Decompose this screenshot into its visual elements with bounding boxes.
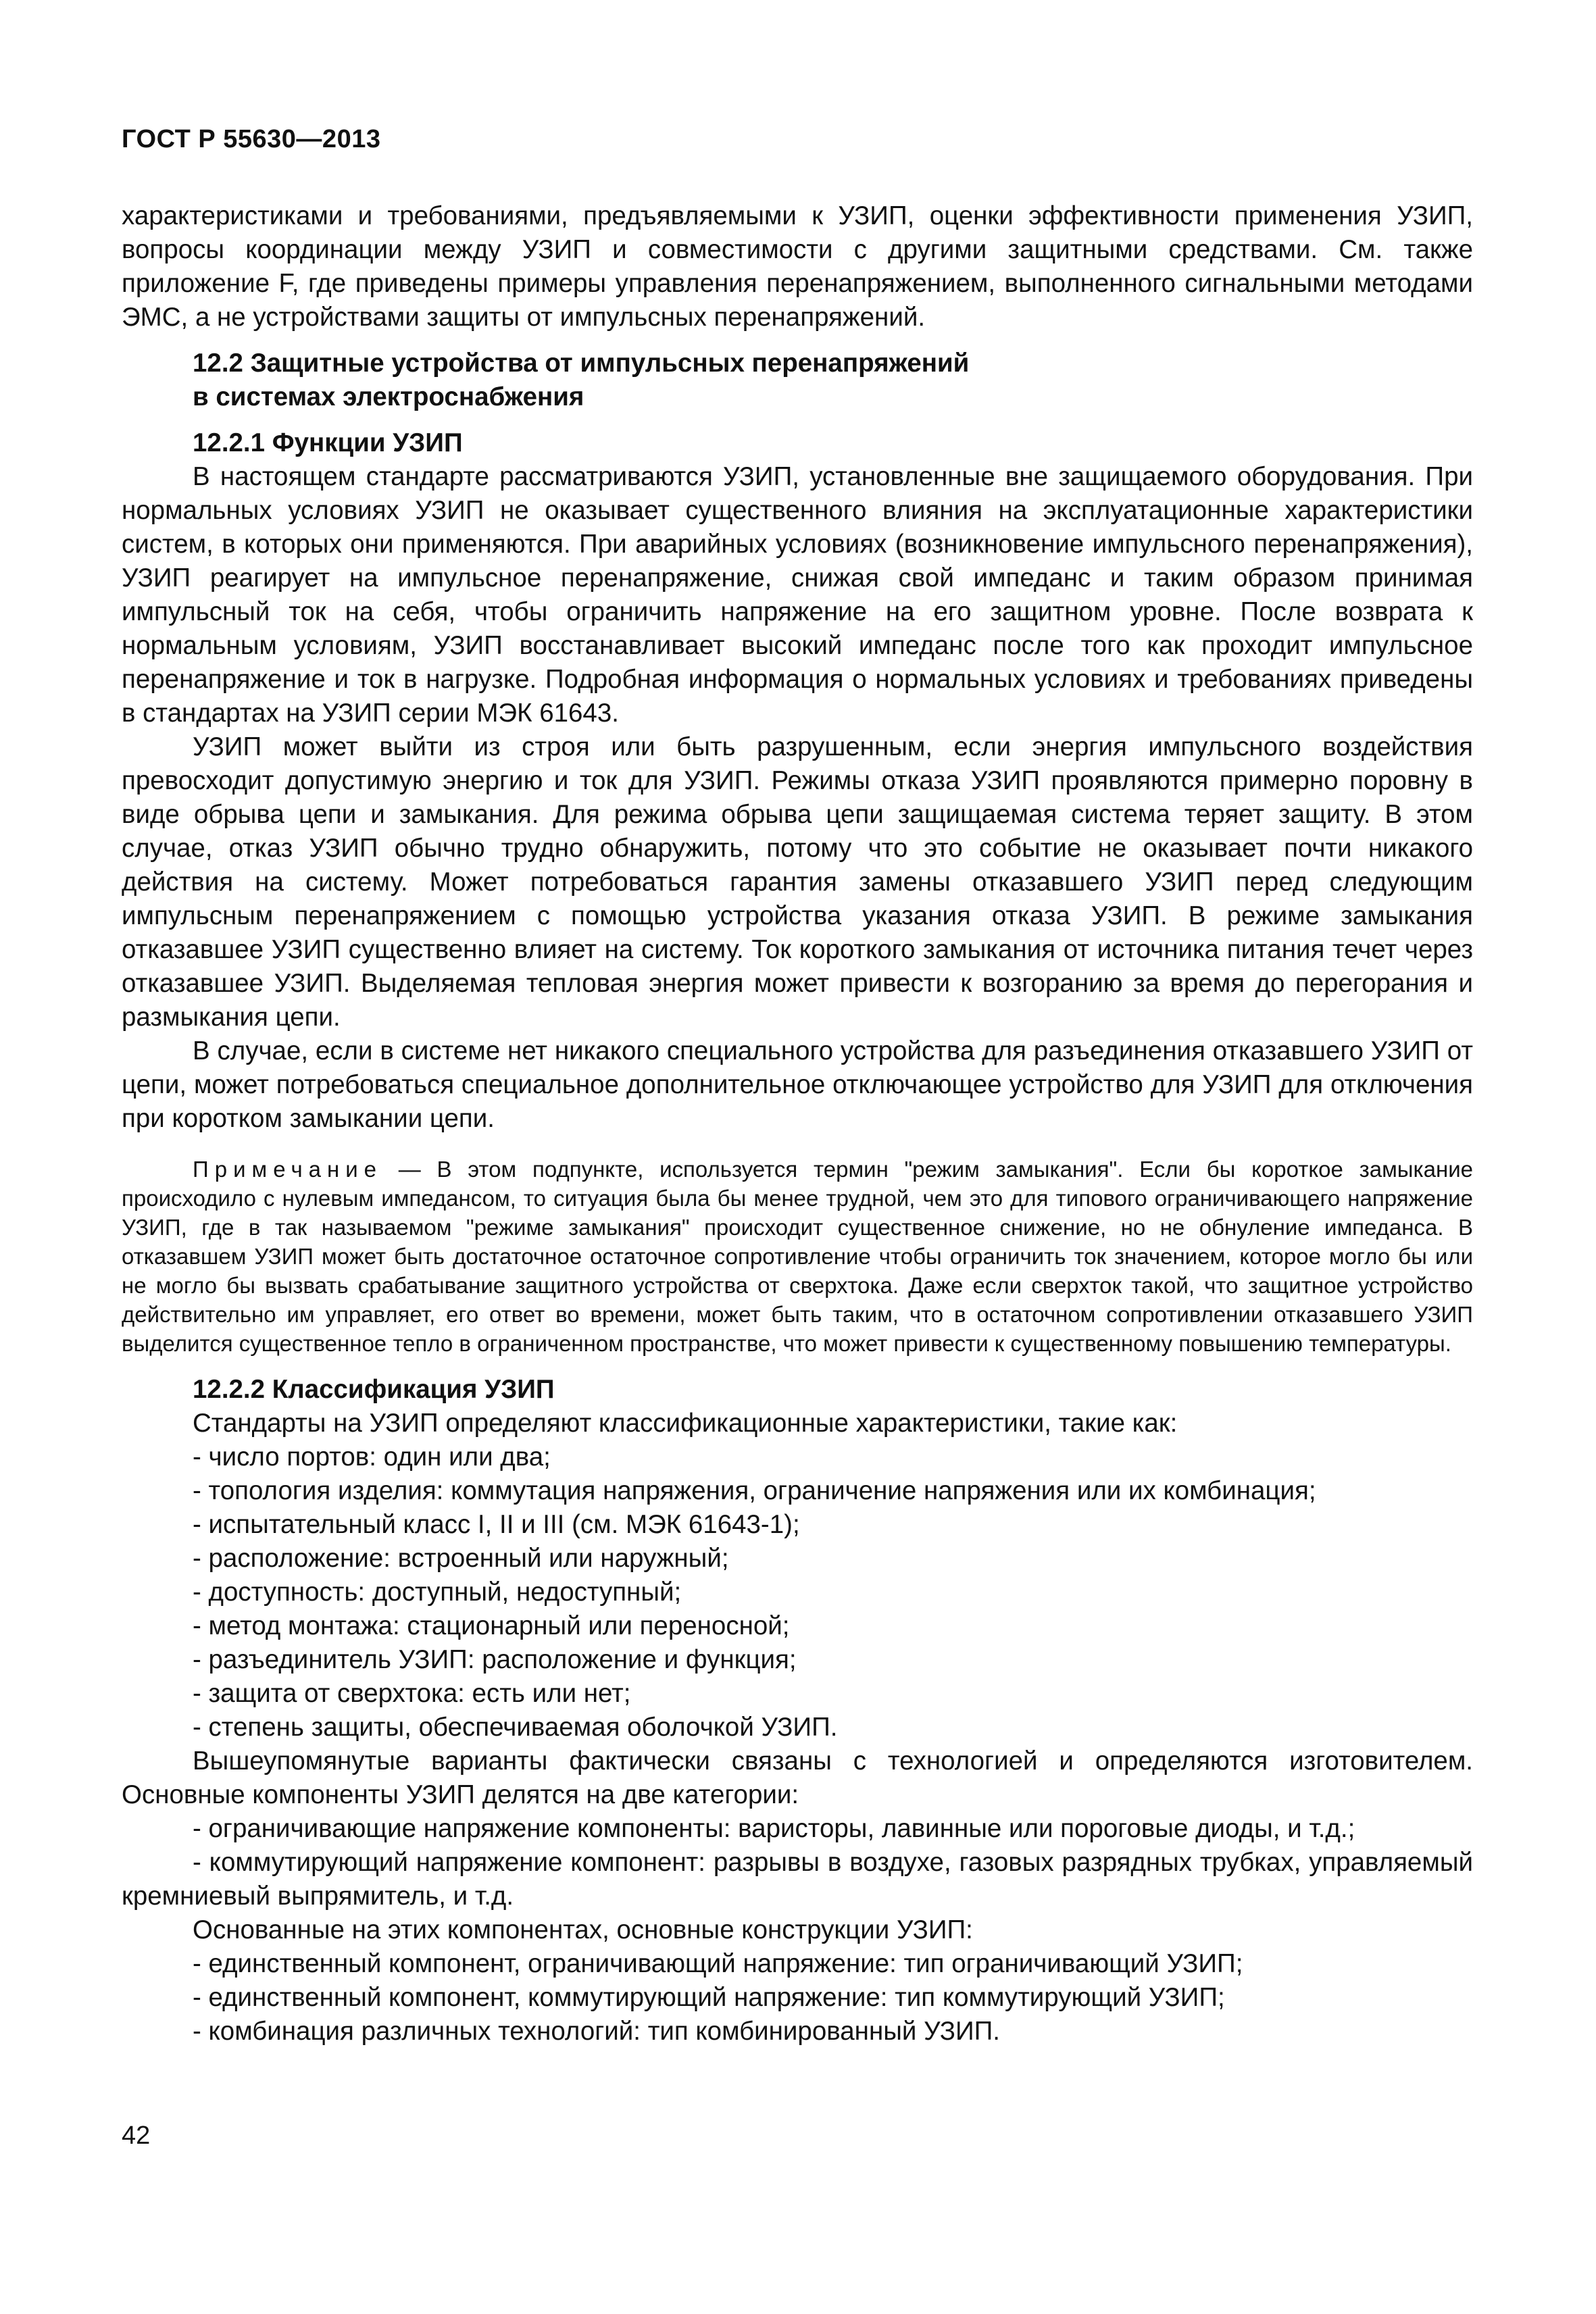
page-number: 42 [122, 2121, 151, 2150]
list-item: - испытательный класс I, II и III (см. МЭК 61643-1); [193, 1510, 800, 1539]
section-12-2-title-line1: 12.2 Защитные устройства от импульсных перенапряжений [193, 349, 970, 378]
list-item: - расположение: встроенный или наружный; [193, 1544, 729, 1573]
note-text: — В этом подпункте, используется термин "режим замыкания". Если бы короткое замыкание происходило с нулевым импедансом, то ситуация была бы менее трудной, чем это для типового ограничивающего напряжение УЗИП, где в так называемом "режиме замыкания" происходит существенное снижение, но не обнуление импеданса. В отказавшем УЗИП может быть достаточное остаточное сопротивление чтобы ограничить ток значением, которое могло бы или не могло бы вызвать срабатывание защитного устройства от сверхтока. Даже если сверхток такой, что защитное устройство действительно им управляет, его ответ во времени, может быть таким, что в остаточном сопротивлении отказавшего УЗИП выделится существенное тепло в ограниченном пространстве, что может привести к существенному повышению температуры. [122, 1157, 1474, 1356]
list-item: - разъединитель УЗИП: расположение и функция; [193, 1645, 797, 1674]
functions-paragraph-1: В настоящем стандарте рассматриваются УЗИП, установленные вне защищаемого оборудования. При нормальных условиях УЗИП не оказывает существенного влияния на эксплуатационные характеристики систем, в которых они применяются. При аварийных условиях (возникновение импульсного перенапряжения), УЗИП реагирует на импульсное перенапряжение, снижая свой импеданс и таким образом принимая импульсный ток на себя, чтобы ограничить напряжение на его защитном уровне. После возврата к нормальным условиям, УЗИП восстанавливает высокий импеданс после того как проходит импульсное перенапряжение и ток в нагрузке. Подробная информация о нормальных условиях и требованиях приведены в стандартах на УЗИП серии МЭК 61643. [122, 462, 1473, 728]
component-item: - ограничивающие напряжение компоненты: варисторы, лавинные или пороговые диоды, и т.д.; [193, 1814, 1355, 1843]
note-paragraph [122, 1155, 1473, 1358]
list-item: - метод монтажа: стационарный или переносной; [193, 1611, 790, 1640]
list-item: - топология изделия: коммутация напряжения, ограничение напряжения или их комбинация; [193, 1476, 1316, 1505]
variants-paragraph: Вышеупомянутые варианты фактически связаны с технологией и определяются изготовителем. Основные компоненты УЗИП делятся на две категории: [122, 1746, 1473, 1809]
construction-item: - единственный компонент, коммутирующий напряжение: тип коммутирующий УЗИП; [193, 1983, 1225, 2012]
note-label: Примечание [193, 1157, 383, 1182]
list-item: - защита от сверхтока: есть или нет; [193, 1679, 631, 1708]
based-paragraph: Основанные на этих компонентах, основные конструкции УЗИП: [193, 1915, 973, 1944]
classification-intro: Стандарты на УЗИП определяют классификационные характеристики, такие как: [193, 1409, 1178, 1438]
list-item: - степень защиты, обеспечиваемая оболочкой УЗИП. [193, 1713, 838, 1742]
section-12-2-1-title: 12.2.1 Функции УЗИП [193, 428, 463, 457]
section-12-2-2-title: 12.2.2 Классификация УЗИП [193, 1375, 555, 1404]
component-item: - коммутирующий напряжение компонент: разрывы в воздухе, газовых разрядных трубках, управляемый кремниевый выпрямитель, и т.д. [122, 1848, 1473, 1911]
list-item: - число портов: один или два; [193, 1442, 551, 1472]
construction-item: - комбинация различных технологий: тип комбинированный УЗИП. [193, 2017, 1000, 2046]
page-content [122, 199, 1473, 2048]
list-item: - доступность: доступный, недоступный; [193, 1578, 682, 1607]
construction-item: - единственный компонент, ограничивающий напряжение: тип ограничивающий УЗИП; [193, 1949, 1243, 1978]
standard-header: ГОСТ Р 55630—2013 [122, 125, 381, 153]
section-12-2-title-line2: в системах электроснабжения [193, 382, 584, 411]
functions-paragraph-3: В случае, если в системе нет никакого специального устройства для разъединения отказавшего УЗИП от цепи, может потребоваться специальное дополнительное отключающее устройство для УЗИП для отключения при коротком замыкании цепи. [122, 1036, 1473, 1133]
intro-paragraph: характеристиками и требованиями, предъявляемыми к УЗИП, оценки эффективности применения УЗИП, вопросы координации между УЗИП и совместимости с другими защитными средствами. См. также приложение F, где приведены примеры управления перенапряжением, выполненного сигнальными методами ЭМС, а не устройствами защиты от импульсных перенапряжений. [122, 201, 1473, 332]
functions-paragraph-2: УЗИП может выйти из строя или быть разрушенным, если энергия импульсного воздействия превосходит допустимую энергию и ток для УЗИП. Режимы отказа УЗИП проявляются примерно поровну в виде обрыва цепи и замыкания. Для режима обрыва цепи защищаемая система теряет защиту. В этом случае, отказ УЗИП обычно трудно обнаружить, потому что это событие не оказывает почти никакого действия на систему. Может потребоваться гарантия замены отказавшего УЗИП перед следующим импульсным перенапряжением с помощью устройства указания отказа УЗИП. В режиме замыкания отказавшее УЗИП существенно влияет на систему. Ток короткого замыкания от источника питания течет через отказавшее УЗИП. Выделяемая тепловая энергия может привести к возгоранию за время до перегорания и размыкания цепи. [122, 732, 1473, 1032]
